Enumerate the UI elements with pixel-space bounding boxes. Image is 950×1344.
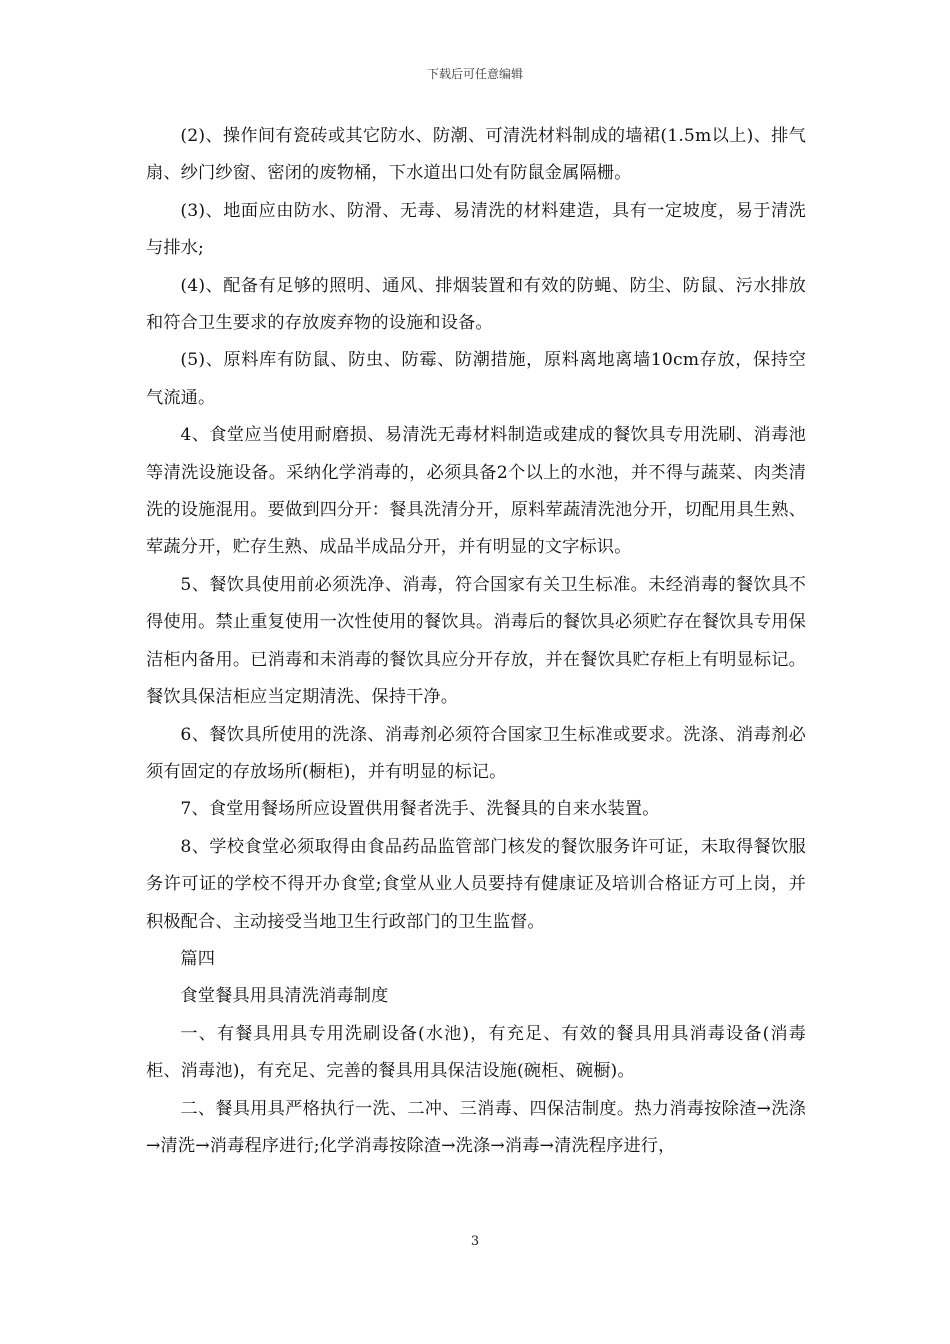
paragraph: 一、有餐具用具专用洗刷设备(水池)，有充足、有效的餐具用具消毒设备(消毒柜、消毒池)，有充足、完善的餐具用具保洁设施(碗柜、碗橱)。 bbox=[146, 1023, 806, 1082]
paragraph: (5)、原料库有防鼠、防虫、防霉、防潮措施，原料离地离墙10cm存放，保持空气流通。 bbox=[146, 350, 806, 408]
section-title: 食堂餐具用具清洗消毒制度 bbox=[180, 986, 389, 1007]
paragraph: 5、餐饮具使用前必须洗净、消毒，符合国家有关卫生标准。未经消毒的餐饮具不得使用。禁止重复使用一次性使用的餐饮具。消毒后的餐饮具必须贮存在餐饮具专用保洁柜内备用。已消毒和未消毒的餐饮具应分开存放，并在餐饮具贮存柜上有明显标记。餐饮具保洁柜应当定期清洗、保持干净。 bbox=[146, 574, 806, 708]
paragraph: (4)、配备有足够的照明、通风、排烟装置和有效的防蝇、防尘、防鼠、污水排放和符合卫生要求的存放废弃物的设施和设备。 bbox=[146, 275, 806, 334]
page-header: 下载后可任意编辑 bbox=[426, 67, 523, 81]
paragraph: 6、餐饮具所使用的洗涤、消毒剂必须符合国家卫生标准或要求。洗涤、消毒剂必须有固定的存放场所(橱柜)，并有明显的标记。 bbox=[146, 724, 806, 782]
paragraph: 7、食堂用餐场所应设置供用餐者洗手、洗餐具的自来水装置。 bbox=[180, 799, 660, 820]
page-number: 3 bbox=[470, 1234, 480, 1249]
paragraph: (2)、操作间有瓷砖或其它防水、防潮、可清洗材料制成的墙裙(1.5m以上)、排气扇、纱门纱窗、密闭的废物桶，下水道出口处有防鼠金属隔栅。 bbox=[146, 126, 806, 184]
document-body bbox=[146, 118, 806, 1165]
paragraph: 4、食堂应当使用耐磨损、易清洗无毒材料制造或建成的餐饮具专用洗刷、消毒池等清洗设施设备。采纳化学消毒的，必须具备2个以上的水池，并不得与蔬菜、肉类清洗的设施混用。要做到四分开：餐具洗清分开，原料荤蔬清洗池分开，切配用具生熟、荤蔬分开，贮存生熟、成品半成品分开，并有明显的文字标识。 bbox=[146, 425, 806, 558]
paragraph: 二、餐具用具严格执行一洗、二冲、三消毒、四保洁制度。热力消毒按除渣→洗涤→清洗→消毒程序进行;化学消毒按除渣→洗涤→消毒→清洗程序进行， bbox=[146, 1098, 806, 1156]
paragraph: 8、学校食堂必须取得由食品药品监管部门核发的餐饮服务许可证，未取得餐饮服务许可证的学校不得开办食堂;食堂从业人员要持有健康证及培训合格证方可上岗，并积极配合、主动接受当地卫生行政部门的卫生监督。 bbox=[146, 836, 806, 932]
paragraph: (3)、地面应由防水、防滑、无毒、易清洗的材料建造，具有一定坡度，易于清洗与排水; bbox=[146, 200, 806, 259]
section-heading: 篇四 bbox=[180, 948, 216, 969]
